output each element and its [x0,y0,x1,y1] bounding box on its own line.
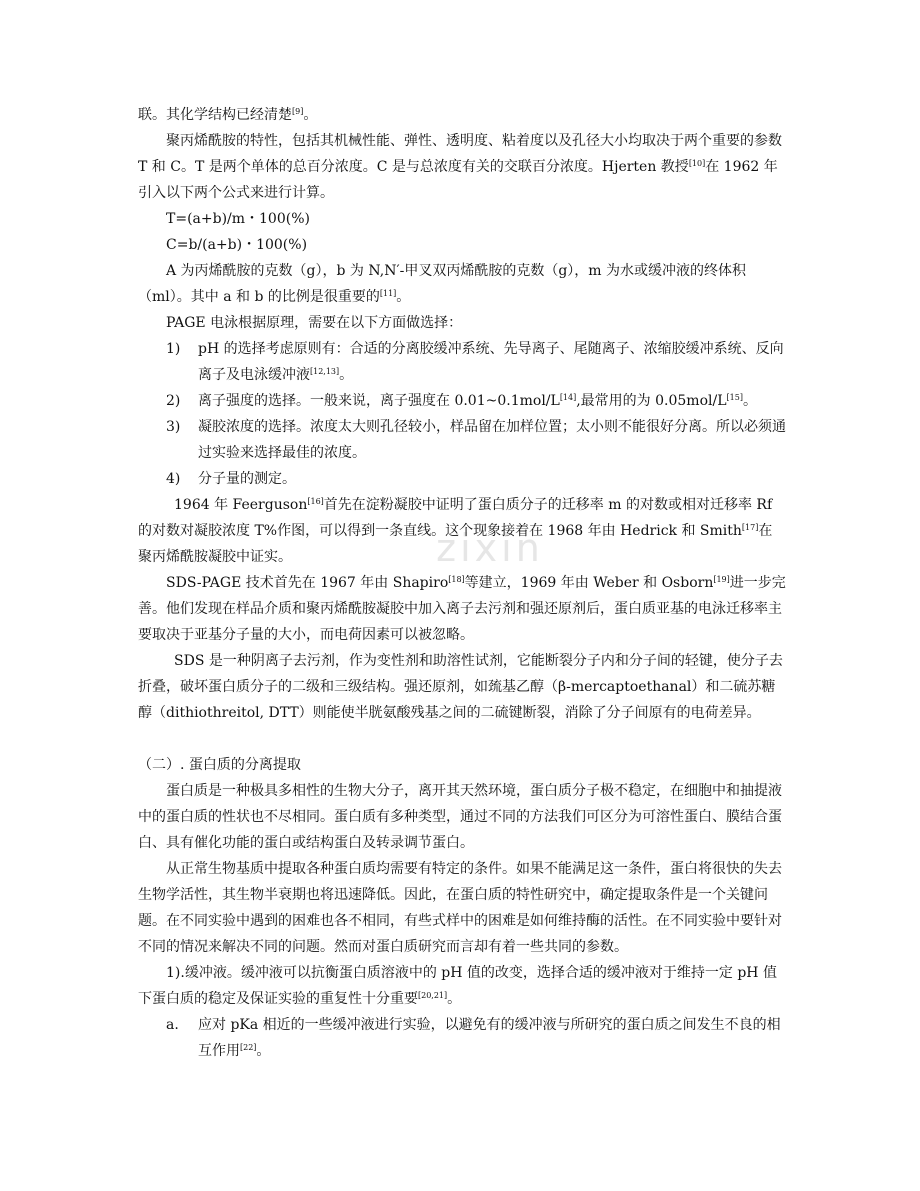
formula-c: C=b/(a+b)・100(%) [166,237,308,253]
citation: [18] [448,575,465,584]
paragraph-5: SDS-PAGE 技术首先在 1967 年由 Shapiro[18]等建立，1969 年由 Weber 和 Osborn[19]进一步完善。他们发现在样品介质和聚丙烯酰胺凝胶中加入离子去污剂和强还原剂后，蛋白质亚基的电泳迁移率主要取决于亚基分子量的大小，而电荷因素可以被忽略。 [138,575,786,643]
citation: [14] [559,393,577,402]
list-text: 凝胶浓度的选择。浓度太大则孔径较小，样品留在加样位置；太小则不能很好分离。所以必须通过实验来选择最佳的浓度。 [198,419,786,461]
citation: [10] [688,159,706,168]
list-number: 1) [166,341,181,357]
citation: [11] [379,289,397,298]
paragraph-3: PAGE 电泳根据原理，需要在以下方面做选择： [166,315,463,331]
list-item [138,1012,786,1064]
paragraph-1: 聚丙烯酰胺的特性，包括其机械性能、弹性、透明度、粘着度以及孔径大小均取决于两个重要的参数 T 和 C。T 是两个单体的总百分浓度。C 是与总浓度有关的交联百分浓度。Hjerten 教授[10]在 1962 年引入以下两个公式来进行计算。 [138,133,782,201]
paragraph-9: 1).缓冲液。缓冲液可以抗衡蛋白质溶液中的 pH 值的改变，选择合适的缓冲液对于维持一定 pH 值下蛋白质的稳定及保证实验的重复性十分重要[20,21]。 [138,965,777,1007]
citation: [16] [307,497,324,506]
paragraph-8: 从正常生物基质中提取各种蛋白质均需要有特定的条件。如果不能满足这一条件，蛋白将很快的失去生物学活性，其生物半衰期也将迅速降低。因此，在蛋白质的特性研究中，确定提取条件是一个关键问题。在不同实验中遇到的困难也各不相同，有些式样中的困难是如何维持酶的活性。在不同实验中要针对不同的情况来解决不同的问题。然而对蛋白质研究而言却有着一些共同的参数。 [138,861,782,955]
paragraph-7: 蛋白质是一种极具多相性的生物大分子，离开其天然环境，蛋白质分子极不稳定，在细胞中和抽提液中的蛋白质的性状也不尽相同。蛋白质有多种类型，通过不同的方法我们可区分为可溶性蛋白、膜结合蛋白、具有催化功能的蛋白或结构蛋白及转录调节蛋白。 [138,783,782,851]
list-number: 4) [166,471,181,487]
watermark: zixin [436,526,544,570]
document-page [138,102,786,1064]
citation: [17] [741,523,759,532]
citation: [12,13] [310,367,340,376]
section-heading: （二）. 蛋白质的分离提取 [138,757,301,773]
list-text: 离子强度的选择。一般来说，离子强度在 0.01~0.1mol/L[14],最常用的为 0.05mol/L[15]。 [198,393,757,409]
list-text: pH 的选择考虑原则有：合适的分离胶缓冲系统、先导离子、尾随离子、浓缩胶缓冲系统、反向离子及电泳缓冲液[12,13]。 [198,341,784,383]
citation: [22] [240,1043,257,1052]
citation: [20,21] [418,991,448,1000]
paragraph-2: A 为丙烯酰胺的克数（g），b 为 N,N′-甲叉双丙烯酰胺的克数（g），m 为水或缓冲液的终体积（ml）。其中 a 和 b 的比例是很重要的[11]。 [138,263,747,305]
formula-t: T=(a+b)/m・100(%) [166,211,310,227]
list-item [138,466,786,492]
paragraph-4: 1964 年 Feerguson[16]首先在淀粉凝胶中证明了蛋白质分子的迁移率 m 的对数或相对迁移率 Rf 的对数对凝胶浓度 T%作图，可以得到一条直线。这个现象接着在 1968 年由 Hedrick 和 Smith[17]在聚丙烯酰胺凝胶中证实。 [138,497,773,565]
list-number: a. [166,1017,179,1033]
citation: [15] [726,393,743,402]
list-text: 分子量的测定。 [198,471,296,487]
list-item [138,336,786,388]
list-item [138,388,786,414]
citation: [19] [713,575,730,584]
list-item [138,414,786,466]
list-text: 应对 pKa 相近的一些缓冲液进行实验，以避免有的缓冲液与所研究的蛋白质之间发生不良的相互作用[22]。 [198,1017,781,1059]
paragraph-6: SDS 是一种阴离子去污剂，作为变性剂和助溶性试剂，它能断裂分子内和分子间的轻键，使分子去折叠，破坏蛋白质分子的二级和三级结构。强还原剂，如巯基乙醇（β-mercaptoethanal）和二硫苏糖醇（dithiothreitol, DTT）则能使半胱氨酸残基之间的二硫键断裂，消除了分子间原有的电荷差异。 [138,653,783,721]
list-number: 3) [166,419,181,435]
paragraph-0: 联。其化学结构已经清楚[9]。 [138,107,318,123]
list-number: 2) [166,393,181,409]
citation: [9] [292,107,304,116]
